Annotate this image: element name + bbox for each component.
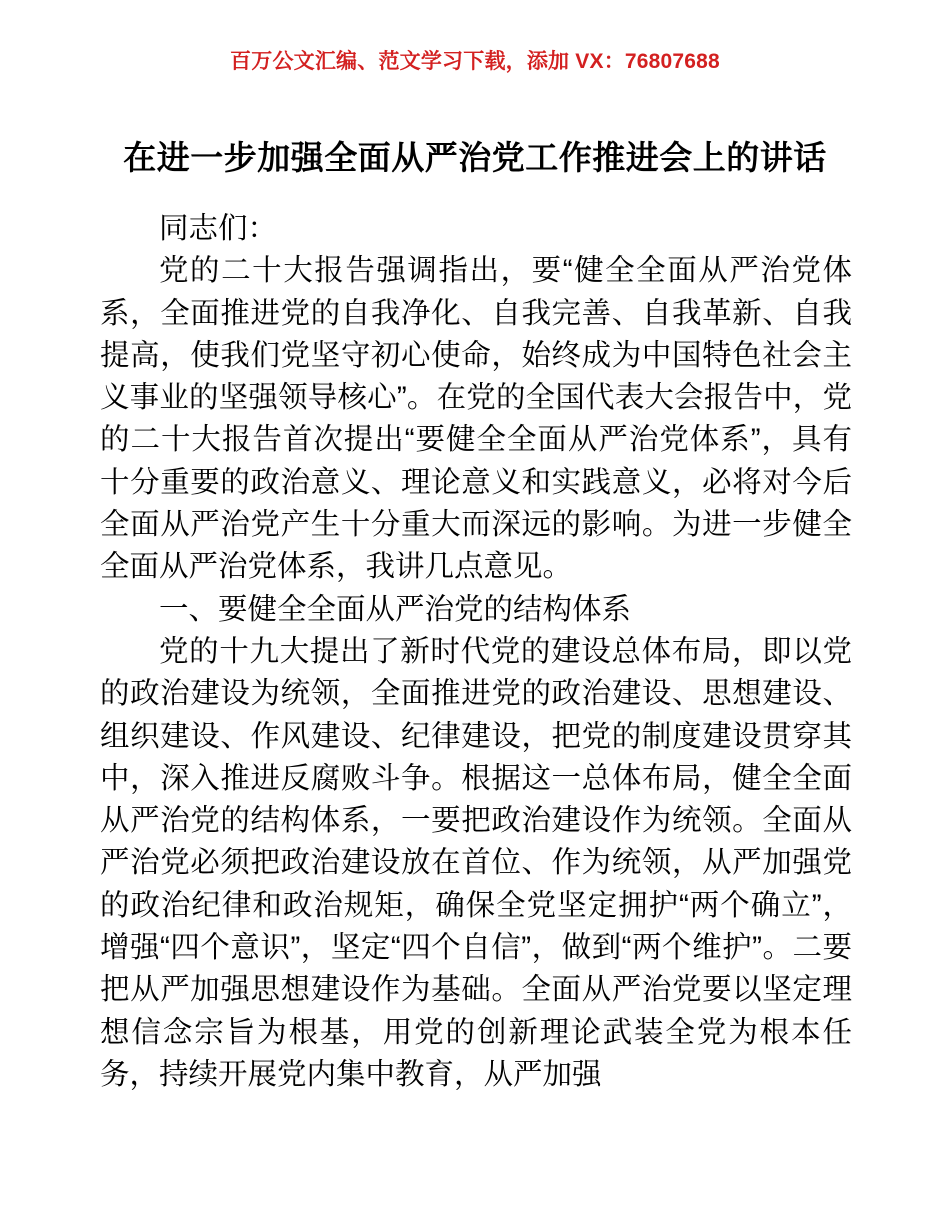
salutation: 同志们：	[159, 212, 278, 245]
promo-header-text: 百万公文汇编、范文学习下载，添加 VX：76807688	[230, 50, 720, 73]
paragraph-intro: 党的二十大报告强调指出，要“健全全面从严治党体系，全面推进党的自我净化、自我完善、自我革新、自我提高，使我们党坚守初心使命，始终成为中国特色社会主义事业的坚强领导核心”。在党的全国代表大会报告中，党的二十大报告首次提出“要健全全面从严治党体系”，具有十分重要的政治意义、理论意义和实践意义，必将对今后全面从严治党产生十分重大而深远的影响。为进一步健全全面从严治党体系，我讲几点意见。	[100, 254, 852, 584]
document-body	[100, 208, 852, 1096]
section-heading-1: 一、要健全全面从严治党的结构体系	[159, 592, 632, 626]
paragraph-section-1-body: 党的十九大提出了新时代党的建设总体布局，即以党的政治建设为统领，全面推进党的政治建设、思想建设、组织建设、作风建设、纪律建设，把党的制度建设贯穿其中，深入推进反腐败斗争。根据这一总体布局，健全全面从严治党的结构体系，一要把政治建设作为统领。全面从严治党必须把政治建设放在首位、作为统领，从严加强党的政治纪律和政治规矩，确保全党坚定拥护“两个确立”，增强“四个意识”，坚定“四个自信”，做到“两个维护”。二要把从严加强思想建设作为基础。全面从严治党要以坚定理想信念宗旨为根基，用党的创新理论武装全党为根本任务，持续开展党内集中教育，从严加强	[100, 634, 852, 1091]
document-title: 在进一步加强全面从严治党工作推进会上的讲话	[123, 139, 827, 177]
